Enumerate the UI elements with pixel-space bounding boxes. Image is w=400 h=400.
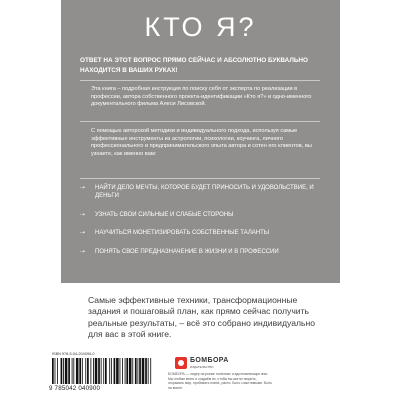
publisher-logo [175, 357, 235, 371]
barcode-bar [63, 358, 64, 384]
barcode-bar [65, 358, 68, 384]
barcode-bar [111, 358, 112, 384]
barcode-bar [150, 358, 151, 384]
publisher-subtitle: ИЗДАТЕЛЬСТВО [190, 365, 214, 369]
barcode-bar [76, 358, 79, 384]
barcode-bar [73, 358, 74, 384]
barcode-bar [87, 358, 89, 384]
barcode-bar [52, 358, 54, 384]
cover-title: КТО Я? [144, 12, 257, 42]
barcode-bar [103, 358, 104, 384]
barcode-bar [98, 358, 100, 384]
publisher-about: БОМБОРА — лидер на рынке полезных и вдохновляющих книг. Мы любим книги и создаём их, чтобы вы могли творить, открывать мир, пробовать новое, расти. Быть счастливыми. Быть на волне. [168, 372, 272, 391]
barcode-bar [114, 358, 116, 384]
lead-text: ОТВЕТ НА ЭТОТ ВОПРОС ПРЯМО СЕЙЧАС И АБСОЛЮТНО БУКВАЛЬНО НАХОДИТСЯ В ВАШИХ РУКАХ! [80, 57, 309, 74]
barcode-bar [79, 358, 81, 384]
book-back-cover [61, 0, 340, 400]
barcode-bar [122, 358, 123, 384]
barcode-bar [125, 358, 126, 384]
barcode-number: 9 785042 040900 [49, 385, 101, 392]
barcode-bar [95, 358, 98, 384]
list-item: ⇢ НАЙТИ ДЕЛО МЕЧТЫ, КОТОРОЕ БУДЕТ ПРИНОСИТЬ И УДОВОЛЬСТВИЕ, И ДЕНЬГИ [80, 185, 314, 200]
barcode-bar [85, 358, 86, 384]
barcode-bar [135, 358, 137, 384]
arrow-icon: ⇢ [80, 230, 86, 237]
barcode-bar [55, 358, 56, 384]
grey-panel [61, 0, 340, 283]
barcode-bar [109, 358, 110, 384]
barcode-bar [68, 358, 70, 384]
list-item: ⇢ УЗНАТЬ СВОИ СИЛЬНЫЕ И СЛАБЫЕ СТОРОНЫ [80, 211, 234, 218]
arrow-icon: ⇢ [80, 248, 86, 255]
barcode-bar [93, 358, 94, 384]
arrow-icon: ⇢ [80, 211, 86, 218]
list-item: ⇢ НАУЧИТЬСЯ МОНЕТИЗИРОВАТЬ СОБСТВЕННЫЕ ТАЛАНТЫ [80, 230, 270, 237]
barcode-bar [72, 358, 73, 384]
barcode-bar [82, 358, 83, 384]
separator [80, 121, 320, 122]
barcode-icon [52, 358, 152, 384]
barcode-bar [132, 358, 133, 384]
barcode-bar [126, 358, 128, 384]
barcode-bar [129, 358, 132, 384]
barcode-bar [137, 358, 138, 384]
barcode-bar [90, 358, 91, 384]
barcode-bar [61, 358, 63, 384]
barcode-bar [139, 358, 141, 384]
list-item: ⇢ ПОНЯТЬ СВОЕ ПРЕДНАЗНАЧЕНИЕ В ЖИЗНИ И В ПРОФЕССИИ [80, 248, 279, 255]
barcode-bar [148, 358, 149, 384]
barcode-bar [120, 358, 121, 384]
barcode-bar [105, 358, 107, 384]
bombora-logo-icon [175, 357, 187, 369]
separator [80, 178, 320, 179]
barcode-bar [142, 358, 145, 384]
barcode-block [49, 351, 158, 393]
barcode-bar [116, 358, 119, 384]
barcode-bar [57, 358, 58, 384]
benefits-list [80, 184, 330, 266]
barcode-bar [101, 358, 102, 384]
separator [80, 80, 320, 81]
method-paragraph: С помощью авторской методики и индивидуального подхода, используя самые эффективные инструменты из астрологии, психологии, коучинга, личного профессионального и предпринимательского опыта автора и сотен его клиентов, вы узнаете, как именно вам: [91, 128, 312, 157]
barcode-bar [145, 358, 147, 384]
arrow-icon: ⇢ [80, 185, 86, 191]
summary-text: Самые эффективные техники, трансформационные задания и пошаговый план, как прямо сейчас получить реальные результаты, – всё это собрано индивидуально для вас в этой книге. [88, 295, 315, 340]
isbn-label: ISBN 978-5-04-204090-0 [52, 352, 95, 356]
publisher-name: БОМБОРА [190, 357, 229, 364]
description-paragraph: Эта книга – подробная инструкция по поиску себя от эксперта по реализации в профессии, автора собственного проекта-идентификации «Кто я?» и одно-именного документального фильма Алеси Лисовской. [91, 86, 312, 108]
